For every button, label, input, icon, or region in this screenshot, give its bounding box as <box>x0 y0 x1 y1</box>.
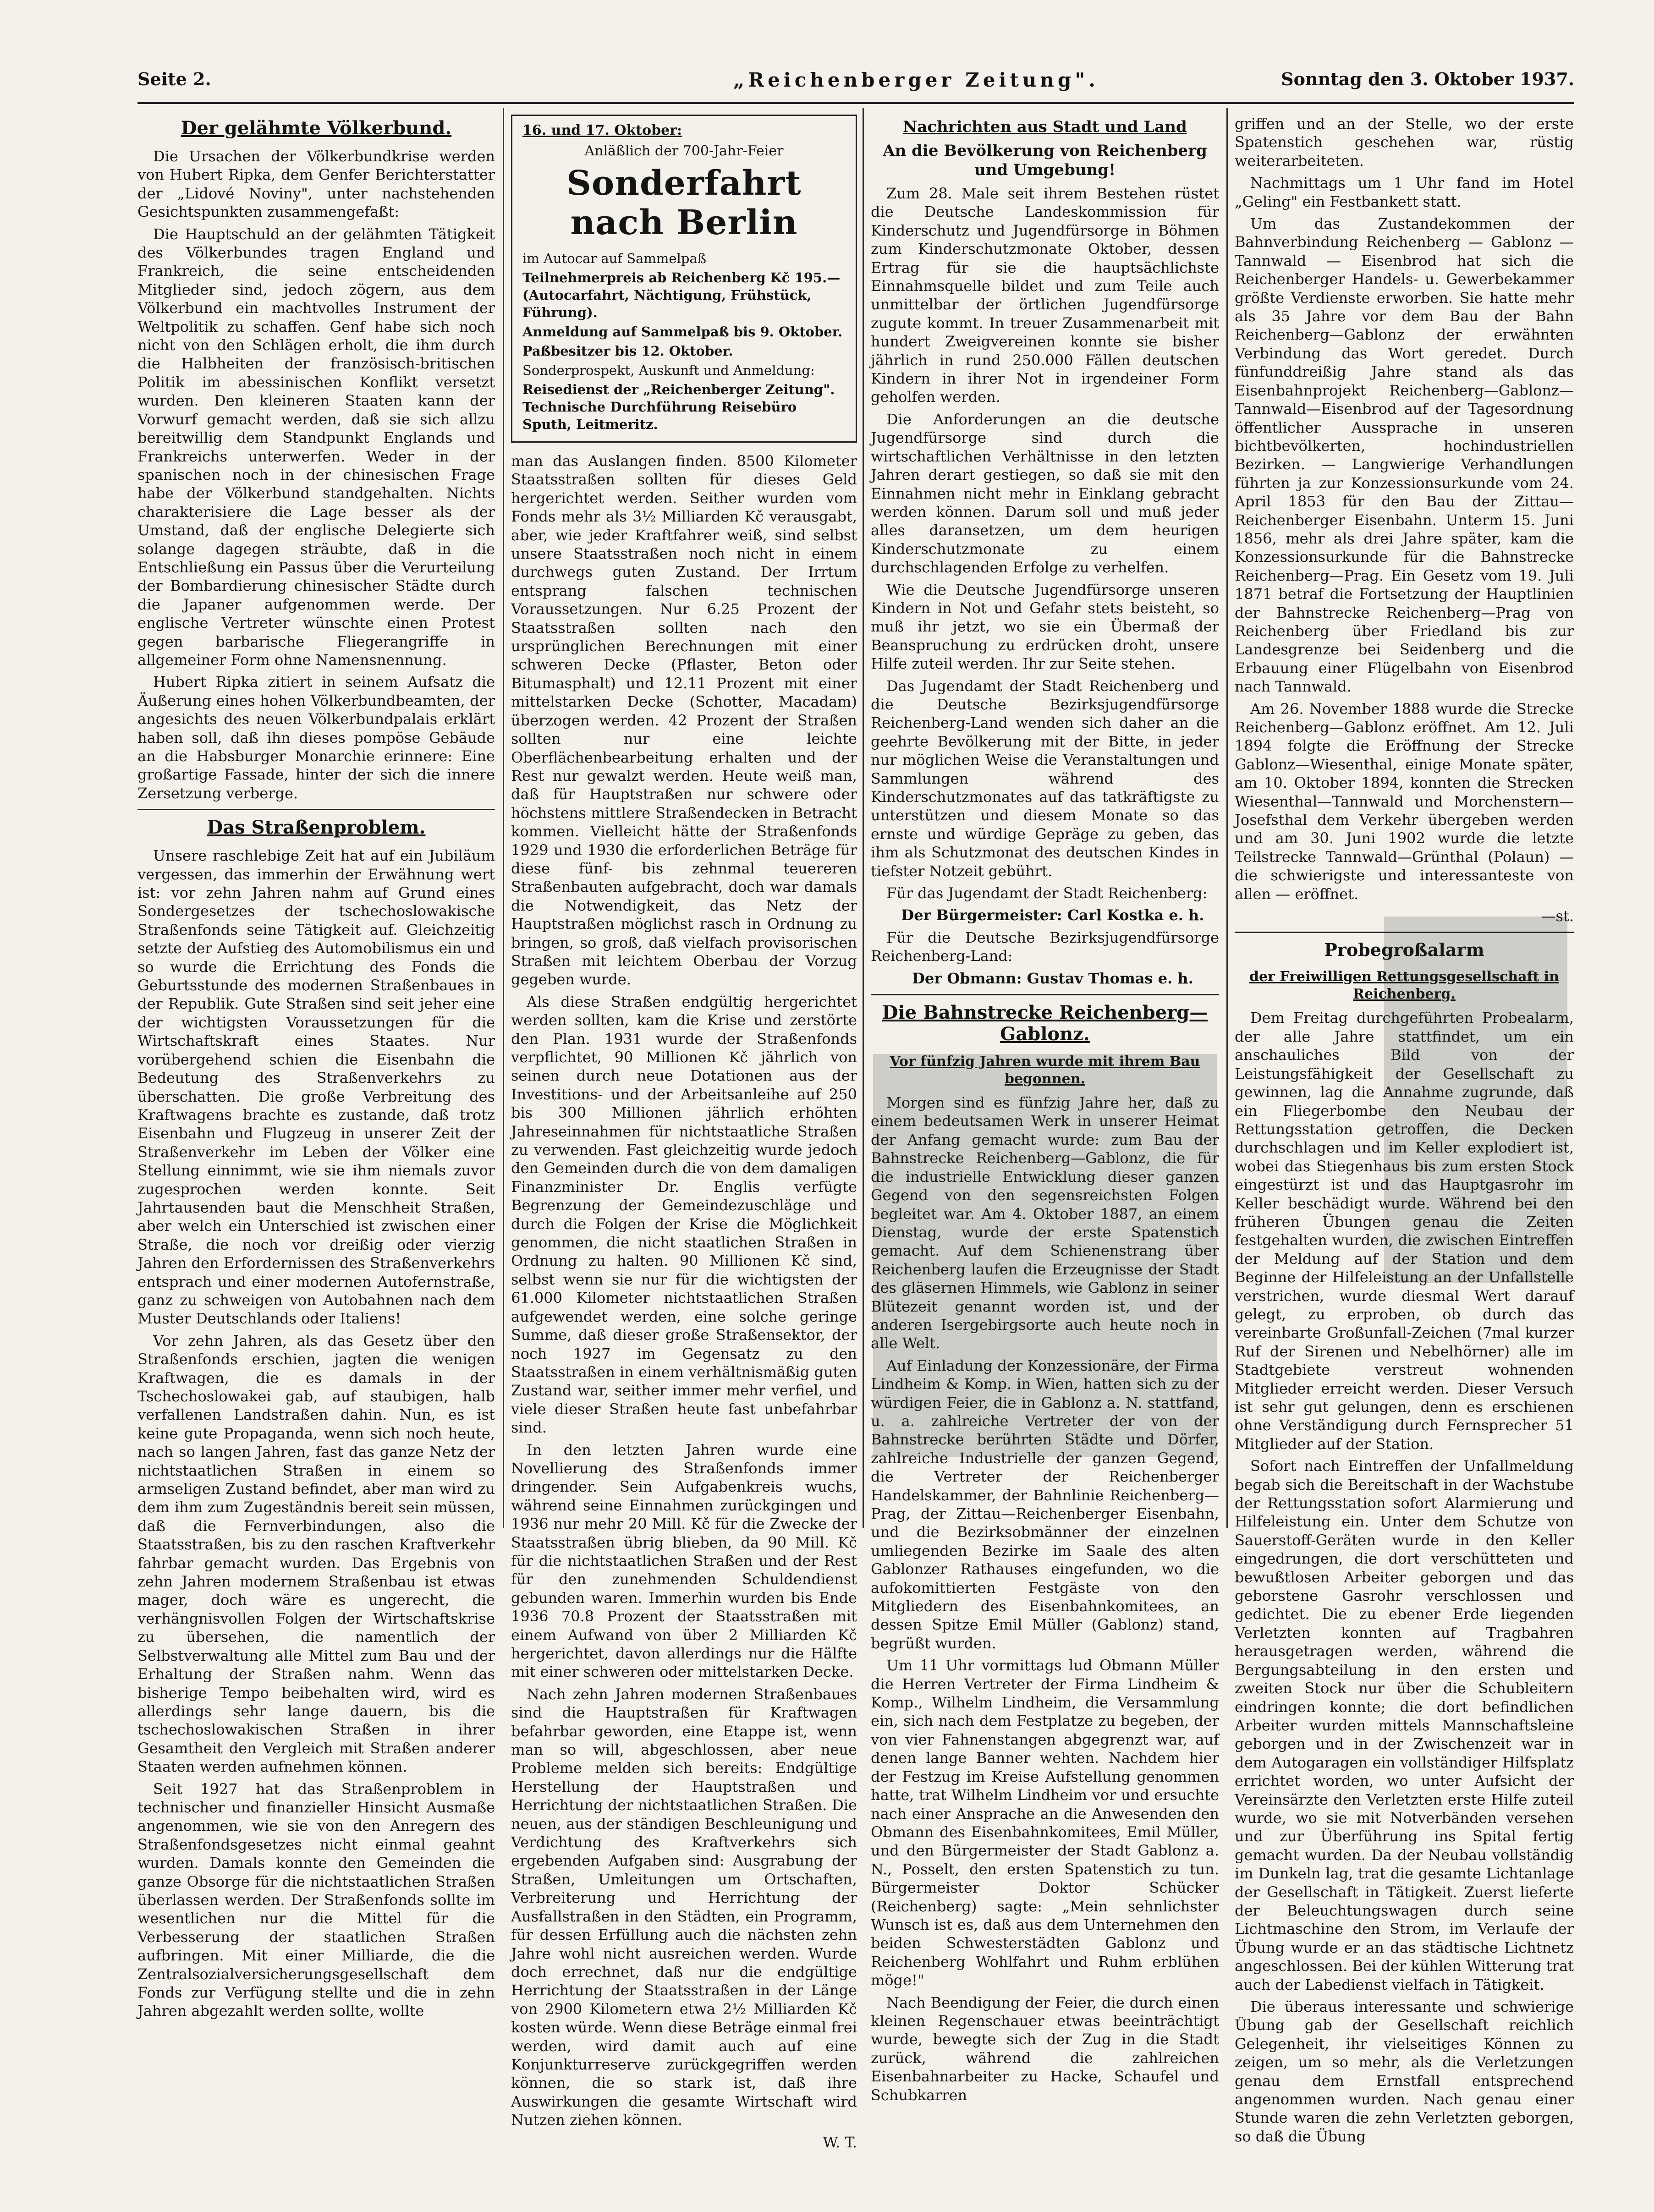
paragraph: Auf Einladung der Konzessionäre, der Firma Lindheim & Komp. in Wien, hatten sich zu der würdigen Feier, die in Gablonz a. N. stattfand, u. a. zahlreiche Vertreter der von der Bahnstrecke berührten Städte und Dörfer, zahlreiche Industrielle der ganzen Gegend, die Vertreter der Reichenberger Handelskammer, der Bahnlinie Reichenberg—Prag, der Zittau—Reichenberger Eisenbahn, und die Bezirksobmänner der einzelnen umliegenden Bezirke im Saale des alten Gablonzer Rathauses eingefunden, wo die aufokomittierten Festgäste von den Mitgliedern des Eisenbahnkomitees, an dessen Spitze Emil Müller (Gablonz) stand, begrüßt wurden. <box>871 1356 1219 1652</box>
article-subtitle: der Freiwilligen Rettungsgesellschaft in Reichenberg. <box>1249 969 1559 1003</box>
signature-line: Der Obmann: Gustav Thomas e. h. <box>912 969 1193 987</box>
paragraph: Wie die Deutsche Jugendfürsorge unseren Kindern in Not und Gefahr stets beisteht, so muß ihr jetzt, wo sie ein Übermaß der Beanspruchung zu erdrücken droht, unsere Hilfe zuteil werden. Ihr zur Seite stehen. <box>871 581 1219 673</box>
article-title: Das Straßenproblem. <box>207 817 426 839</box>
ad-headline: Sonderfahrt nach Berlin <box>566 164 802 242</box>
travel-advertisement <box>511 115 857 443</box>
paragraph: In den letzten Jahren wurde eine Novellierung des Straßenfonds immer dringender. Sein Aufgabenkreis wuchs, während seine Einnahmen zurückgingen und 1936 nur mehr 20 Mill. Kč für die Zwecke der Staatsstraßen übrig blieben, da 90 Mill. Kč für die nichtstaatlichen Straßen und der Rest für den zunehmenden Schuldendienst gebunden waren. Immerhin wurden bis Ende 1936 70.8 Prozent der Staatsstraßen mit einem Aufwand von über 2 Milliarden Kč hergerichtet, davon allerdings nur die Hälfte mit einer schweren oder mittelstarken Decke. <box>511 1441 857 1681</box>
column-1 <box>137 115 495 2020</box>
paragraph: griffen und an der Stelle, wo der erste Spatenstich geschehen war, rüstig weiterarbeiteten. <box>1235 115 1574 170</box>
print-stain <box>873 1054 1217 1457</box>
column-3 <box>871 115 1219 2104</box>
paragraph: Die Anforderungen an die deutsche Jugendfürsorge sind durch die wirtschaftlichen Verhältnisse in den letzten Jahren derart gestiegen, so daß sie mit den Einnahmen nicht mehr in Einklang gebracht werden können. Darum soll und muß jeder alles daransetzen, um dem heurigen Kinderschutzmonate zu einem durchschlagenden Erfolge zu verhelfen. <box>871 410 1219 576</box>
page-header <box>137 69 1574 101</box>
article-title: Der gelähmte Völkerbund. <box>181 117 452 139</box>
masthead: „Reichenberger Zeitung". <box>733 69 1099 91</box>
ad-line: Sonderprospekt, Auskunft und Anmeldung: <box>522 362 815 378</box>
ad-line: Paßbesitzer bis 12. Oktober. <box>522 343 733 359</box>
paragraph: Das Jugendamt der Stadt Reichenberg und die Deutsche Bezirksjugendfürsorge Reichenberg-Land wenden sich daher an die geehrte Bevölkerung mit der Bitte, in jeder nur möglichen Weise die Veranstaltungen und Sammlungen während des Kinderschutzmonates auf das tatkräftigste zu unterstützen und diesem Monate so das ernste und würdige Gepräge zu geben, das ihm als Schutzmonat des deutschen Kindes in tiefster Notzeit gebührt. <box>871 677 1219 880</box>
article-title: Probegroßalarm <box>1324 939 1484 961</box>
ad-line: im Autocar auf Sammelpaß <box>522 251 707 266</box>
paragraph: Vor zehn Jahren, als das Gesetz über den Straßenfonds erschien, jagten die wenigen Kraftwagen, die es damals in der Tschechoslowakei gab, auf staubigen, halb verfallenen Landstraßen dahin. Nun, es ist keine gute Propaganda, wenn sich noch heute, nach so langen Jahren, fast das ganze Netz der nichtstaatlichen Straßen in einem so armseligen Zustand befindet, aber man wird zu dem ihm zum Zugeständnis bereit sein müssen, daß die Fernverbindungen, also die Staatsstraßen, bis zu den raschen Kraftverkehr fahrbar gemacht wurden. Das Ergebnis von zehn Jahren modernem Straßenbau ist etwas mager, doch wäre es ungerecht, die verhängnisvollen Folgen der Wirtschaftskrise zu übersehen, die namentlich der Selbstverwaltung alle Mittel zum Bau und der Erhaltung der Straßen nahm. Wenn das bisherige Tempo beibehalten wird, wird es allerdings sehr lange dauern, bis die tschechoslowakischen Straßen in ihrer Gesamtheit den Vergleich mit Straßen anderer Staaten werden aufnehmen können. <box>137 1332 495 1776</box>
column-2 <box>511 115 857 2151</box>
ad-line: Anmeldung auf Sammelpaß bis 9. Oktober. <box>522 324 843 340</box>
ad-line: Teilnehmerpreis ab Reichenberg Kč 195.— (Autocarfahrt, Nächtigung, Frühstück, Führung). <box>522 270 841 320</box>
paragraph: Dem Freitag durchgeführten Probealarm, der alle Jahre stattfindet, um ein anschauliches Bild von der Leistungsfähigkeit der Gesellschaft zu gewinnen, lag die Annahme zugrunde, daß ein Fliegerbombe den Neubau der Rettungsstation getroffen, die Decken durchschlagen und im Keller explodiert ist, wobei das Stiegenhaus bis zum ersten Stock eingestürzt ist und das Hauptgasrohr im Keller beschädigt wurde. Während bei den früheren Übungen genau die Zeiten festgehalten wurden, die zwischen Eintreffen der Meldung auf der Station und dem Beginne der Hilfeleistung an der Unfallstelle verstrichen, wurde diesmal Wert darauf gelegt, zu erproben, ob durch das vereinbarte Großunfall-Zeichen (7mal kurzer Ruf der Sirenen und Nebelhörner) alle im Stadtgebiete verstreut wohnenden Mitglieder erreicht werden. Dieser Versuch ist sehr gut gelungen, denn es erschienen ohne Verständigung durch Fernsprecher 51 Mitglieder auf der Station. <box>1235 1009 1574 1453</box>
ad-occasion: Anläßlich der 700-Jahr-Feier <box>584 143 784 159</box>
paragraph: Um 11 Uhr vormittags lud Obmann Müller die Herren Vertreter der Firma Lindheim & Komp., Wilhelm Lindheim, die Versammlung ein, sich nach dem Festplatze zu begeben, der von vier Fahnenstangen abgegrenzt war, auf denen lange Banner wehten. Nachdem hier der Festzug im Kreise Aufstellung genommen hatte, trat Wilhelm Lindheim vor und ersuchte nach einer Ansprache an die Anwesenden den Obmann des Eisenbahnkomitees, Emil Müller, und den Bürgermeister der Stadt Gablonz a. N., Posselt, den ersten Spatenstich zu tun. Bürgermeister Doktor Schücker (Reichenberg) sagte: „Mein sehnlichster Wunsch ist es, daß aus dem Unternehmen den beiden Schwesterstädten Gablonz und Reichenberg Wohlfahrt und Ruhm erblühen möge!" <box>871 1657 1219 1989</box>
article-separator <box>871 994 1219 995</box>
signature-line: Für das Jugendamt der Stadt Reichenberg: <box>886 884 1208 902</box>
print-stain <box>1384 917 1567 1283</box>
author-signature: —st. <box>1541 907 1574 925</box>
paragraph: Zum 28. Male seit ihrem Bestehen rüstet die Deutsche Landeskommission für Kinderschutz und Jugendfürsorge in Böhmen zum Kinderschutzmonate Oktober, dessen Ertrag für sie die hauptsächlichste Einnahmsquelle bildet und zum Teile auch unmittelbar der örtlichen Jugendfürsorge zugute kommt. In treuer Zusammenarbeit mit hundert Zweigvereinen konnte sie bisher jährlich in rund 250.000 Fällen deutschen Kindern in ihrer Not in irgendeiner Form geholfen werden. <box>871 185 1219 406</box>
paragraph: Die Hauptschuld an der gelähmten Tätigkeit des Völkerbundes tragen England und Frankreich, die seine entscheidenden Mitglieder sind, jedoch zögern, aus dem Völkerbund ein machtvolles Instrument der Weltpolitik zu schaffen. Genf habe sich noch nicht von den Schlägen erholt, die ihm durch die Halbheiten der französisch-britischen Politik im abessinischen Konflikt versetzt wurden. Den kleineren Staaten kann der Vorwurf gemacht werden, daß sie sich allzu bereitwillig dem Standpunkt Englands und Frankreichs unterwerfen. Weder in der spanischen noch in der chinesischen Frage habe der Völkerbund standgehalten. Nichts charakterisiere die Lage besser als der Umstand, daß der englische Delegierte sich solange dagegen sträubte, daß in die Entschließung ein Passus über die Verurteilung der Bombardierung chinesischer Städte durch die Japaner aufgenommen werde. Der englische Vertreter wünschte einen Protest gegen barbarische Fliegerangriffe in allgemeiner Form ohne Namensnennung. <box>137 225 495 669</box>
ad-date: 16. und 17. Oktober: <box>522 122 682 138</box>
paragraph: Hubert Ripka zitiert in seinem Aufsatz die Äußerung eines hohen Völkerbundbeamten, der angesichts des neuen Völkerbundpalais erklärt haben soll, daß ihn dieses pompöse Gebäude an die Habsburger Monarchie erinnere: Eine großartige Fassade, hinter der sich die innere Zersetzung verberge. <box>137 673 495 802</box>
paragraph: Nach Beendigung der Feier, die durch einen kleinen Regenschauer etwas beeinträchtigt wurde, bewegte sich der Zug in die Stadt zurück, während die zahlreichen Eisenbahnarbeiter zu Hacke, Schaufel und Schubkarren <box>871 1993 1219 2104</box>
ad-line: Reisedienst der „Reichenberger Zeitung". Technische Durchführung Reisebüro Sputh, Leitmeritz. <box>522 382 835 432</box>
signature-line: Der Bürgermeister: Carl Kostka e. h. <box>901 906 1204 924</box>
article-subtitle: Vor fünfzig Jahren wurde mit ihrem Bau begonnen. <box>890 1054 1200 1087</box>
paragraph: Die überaus interessante und schwierige Übung gab der Gesellschaft reichlich Gelegenheit, ihr vielseitiges Können zu zeigen, um so mehr, als die Verletzungen genau dem Ernstfall entsprechend angenommen wurden. Nach genau einer Stunde waren die zehn Verletzten geborgen, so daß die Übung <box>1235 1998 1574 2145</box>
paragraph: Am 26. November 1888 wurde die Strecke Reichenberg—Gablonz eröffnet. Am 12. Juli 1894 folgte die Eröffnung der Strecke Gablonz—Wiesenthal, einige Monate später, am 10. Oktober 1894, konnten die Strecken Wiesenthal—Tannwald und Morchenstern—Josefsthal dem Verkehr übergeben werden und am 30. Juni 1902 wurde die letzte Teilstrecke Tannwald—Grünthal (Polaun) — die schwierigste und interessanteste von allen — eröffnet. <box>1235 700 1574 903</box>
section-title: Nachrichten aus Stadt und Land <box>903 118 1187 136</box>
signature-line: Für die Deutsche Bezirksjugendfürsorge Reichenberg-Land: <box>871 928 1219 965</box>
issue-date: Sonntag den 3. Oktober 1937. <box>1281 69 1574 89</box>
paragraph: Nach zehn Jahren modernen Straßenbaues sind die Hauptstraßen für Kraftwagen befahrbar geworden, eine Etappe ist, wenn man so will, abgeschlossen, aber neue Probleme melden sich bereits: Endgültige Herstellung der Hauptstraßen und Herrichtung der nichtstaatlichen Straßen. Die neuen, aus der ständigen Beschleunigung und Verdichtung des Kraftverkehrs sich ergebenden Aufgaben sind: Ausgrabung der Straßen, Umleitungen um Ortschaften, Verbreiterung und Herrichtung der Ausfallstraßen in den Städten, ein Programm, für dessen Erfüllung auch die nächsten zehn Jahre wohl nicht ausreichen werden. Wurde doch errechnet, daß nur die endgültige Herrichtung der Staatsstraßen in der Länge von 2900 Kilometern etwa 2½ Milliarden Kč kosten würde. Wenn diese Beträge einmal frei werden, wird damit auch auf eine Konjunkturreserve zurückgegriffen werden können, die so stark ist, daß ihre Auswirkungen die gesamte Wirtschaft wird Nutzen ziehen können. <box>511 1685 857 2129</box>
paragraph: Um das Zustandekommen der Bahnverbindung Reichenberg — Gablonz — Tannwald — Eisenbrod hat sich die Reichenberger Handels- u. Gewerbekammer größte Verdienste erworben. Sie hatte mehr als 35 Jahre vor dem Bau der Bahn Reichenberg—Gablonz der erwähnten Verbindung das Wort geredet. Durch fünfunddreißig Jahre stand als das Eisenbahnprojekt Reichenberg—Gablonz—Tannwald—Eisenbrod auf der Tagesordnung öffentlicher Aussprache in unseren bichtbevölkerten, hochindustriellen Bezirken. — Langwierige Verhandlungen führten ja zur Konzessionsurkunde vom 24. April 1853 für den Bau der Zittau—Reichenberger Eisenbahn. Unterm 15. Juni 1856, mehr als drei Jahre später, kam die Konzessionsurkunde für die Bahnstrecke Reichenberg—Prag. Ein Gesetz vom 19. Juli 1871 betraf die Fortsetzung der Hauptlinien der Bahnstrecke Reichenberg—Prag von Reichenberg über Friedland bis zur Landesgrenze bei Seidenberg und die Erbauung einer Flügelbahn von Eisenbrod nach Tannwald. <box>1235 215 1574 696</box>
paragraph: Unsere raschlebige Zeit hat auf ein Jubiläum vergessen, das immerhin der Erwähnung wert ist: vor zehn Jahren nahm auf Grund eines Sondergesetzes der tschechoslowakische Straßenfonds seine Tätigkeit auf. Gleichzeitig setzte der Aufstieg des Automobilismus ein und so wurde die Errichtung des Fonds die Geburtsstunde des modernen Straßenbaues in der Republik. Gute Straßen sind seit jeher eine der wichtigsten Voraussetzungen für die Wirtschaftskraft eines Staates. Nur vorübergehend schien die Eisenbahn die Bedeutung des Straßenverkehrs zu überschatten. Die große Verbreitung des Kraftwagens brachte es zustande, daß trotz Eisenbahn und Flugzeug in unserer Zeit der Straßenverkehr im Leben der Völker eine Stellung einnimmt, wie sie ihm niemals zuvor zugesprochen werden konnte. Seit Jahrtausenden baut die Menschheit Straßen, aber welch ein Unterschied ist zwischen einer Straße, die noch vor dreißig oder vierzig Jahren den Erfordernissen des Straßenverkehrs entsprach und einer modernen Autofernstraße, ganz zu schweigen von Autobahnen nach dem Muster Deutschlands oder Italiens! <box>137 847 495 1328</box>
column-rule-2 <box>863 108 864 1528</box>
article-title: Die Bahnstrecke Reichenberg—Gablonz. <box>882 1002 1208 1045</box>
paragraph: Seit 1927 hat das Straßenproblem in technischer und finanzieller Hinsicht Ausmaße angenommen, wie sie von den Anregern des Straßenfondsgesetzes nicht einmal geahnt wurden. Damals konnte den Gemeinden die ganze Obsorge für die nichtstaatlichen Straßen überlassen werden. Der Straßenfonds sollte im wesentlichen nur die Mittel für die Verbesserung der staatlichen Straßen aufbringen. Mit einer Milliarde, die die Zentralsozialversicherungsgesellschaft dem Fonds zur Verfügung stellte und die in zehn Jahren abgezahlt werden sollte, wollte <box>137 1780 495 2020</box>
paragraph: Sofort nach Eintreffen der Unfallmeldung begab sich die Bereitschaft in der Wachstube der Rettungsstation sofort Alarmierung und Hilfeleistung ein. Unter dem Schutze von Sauerstoff-Geräten wurde in den Keller eingedrungen, die dort verschütteten und bewußtlosen Arbeiter geborgen und das geborstene Gasrohr verschlossen und gedichtet. Die zu ebener Erde liegenden Verletzten konnten auf Tragbahren herausgetragen werden, während die Bergungsabteilung in den ersten und zweiten Stock nur über die Schubleitern eindringen konnte; die dort befindlichen Arbeiter wurden mittels Mannschaftsleine geborgen und in der Zwischenzeit war in dem Autogaragen ein vollständiger Hilfsplatz errichtet worden, wo unter Aufsicht der Vereinsärzte den Verletzten erste Hilfe zuteil wurde, wo sie mit Notverbänden versehen und zur Überführung ins Spital fertig gemacht wurden. Da der Neubau vollständig im Dunkeln lag, trat die gesamte Lichtanlage der Gesellschaft in Tätigkeit. Zuerst lieferte der Beleuchtungswagen durch seine Lichtmaschine den Strom, im Verlaufe der Übung wurde er an das städtische Lichtnetz angeschlossen. Bei der kühlen Witterung trat auch der Labedienst vielfach in Tätigkeit. <box>1235 1457 1574 1993</box>
column-rule-1 <box>503 108 504 1528</box>
paragraph: Die Ursachen der Völkerbundkrise werden von Hubert Ripka, dem Genfer Berichterstatter der „Lidové Noviny", unter nachstehenden Gesichtspunkten zusammengefaßt: <box>137 148 495 221</box>
paragraph: Nachmittags um 1 Uhr fand im Hotel „Geling" ein Festbankett statt. <box>1235 174 1574 210</box>
paragraph: man das Auslangen finden. 8500 Kilometer Staatsstraßen sollten für dieses Geld hergerichtet werden. Seither wurden vom Fonds mehr als 3½ Milliarden Kč verausgabt, aber, wie jeder Kraftfahrer weiß, sind selbst unsere Staatsstraßen noch nicht in einem durchwegs guten Zustand. Der Irrtum entsprang falschen technischen Voraussetzungen. Nur 6.25 Prozent der Staatsstraßen sollten nach den ursprünglichen Berechnungen mit einer schweren Decke (Pflaster, Beton oder Bitumasphalt) und 12.11 Prozent mit einer mittelstarken Decke (Schotter, Macadam) überzogen werden. 42 Prozent der Straßen sollten nur eine leichte Oberflächenbearbeitung erhalten und der Rest nur gewalzt werden. Heute weiß man, daß für Hauptstraßen nur schwere oder höchstens mittlere Straßendecken in Betracht kommen. Vielleicht hätte der Straßenfonds 1929 und 1930 die erforderlichen Beträge für diese fünf- bis zehnmal teuereren Straßenbauten aufgebracht, doch war damals die Notwendigkeit, das Netz der Hauptstraßen möglichst rasch in Ordnung zu bringen, so groß, daß vielfach provisorischen Straßen mit leichtem Oberbau der Vorzug gegeben wurde. <box>511 452 857 988</box>
paragraph: Morgen sind es fünfzig Jahre her, daß zu einem bedeutsamen Werk in unserer Heimat der Anfang gemacht wurde: zum Bau der Bahnstrecke Reichenberg—Gablonz, die für die industrielle Entwicklung dieser ganzen Gegend von den segensreichsten Folgen begleitet war. Am 4. Oktober 1887, an einem Dienstag, wurde der erste Spatenstich gemacht. Auf dem Schienenstrang über Reichenberg laufen die Erzeugnisse der Stadt des gläsernen Himmels, wie Gablonz in seiner Blütezeit genannt worden ist, und der anderen Isergebirgsorte auch heute noch in alle Welt. <box>871 1094 1219 1352</box>
author-signature: W. T. <box>823 2133 857 2151</box>
article-title: An die Bevölkerung von Reichenberg und Umgebung! <box>883 142 1207 179</box>
page-number: Seite 2. <box>137 69 211 89</box>
paragraph: Als diese Straßen endgültig hergerichtet werden sollten, kam die Krise und zerstörte den Plan. 1931 wurde der Straßenfonds verpflichtet, 90 Millionen Kč jährlich von seinen durch neue Dotationen aus der Investitions- und der Arbeitsanleihe auf 250 bis 300 Millionen jährlich erhöhten Jahreseinnahmen für nichtstaatliche Straßen zu verwenden. Fast gleichzeitig wurde jedoch den Gemeinden durch die von dem damaligen Finanzminister Dr. Englis verfügte Begrenzung der Gemeindezuschläge und durch die Folgen der Krise die Möglichkeit genommen, die nicht staatlichen Straßen in Ordnung zu halten. 90 Millionen Kč sind, selbst wenn sie nur für die wichtigsten der 61.000 Kilometer nichtstaatlichen Straßen aufgewendet werden, eine solche geringe Summe, daß dieser große Straßensektor, der noch 1927 im Gegensatz zu den Staatsstraßen in einem verhältnismäßig guten Zustand war, seither immer mehr verfiel, und viele dieser Straßen heute fast unbefahrbar sind. <box>511 993 857 1437</box>
column-rule-3 <box>1226 108 1228 1528</box>
article-separator <box>137 809 495 810</box>
header-rule <box>137 102 1574 104</box>
